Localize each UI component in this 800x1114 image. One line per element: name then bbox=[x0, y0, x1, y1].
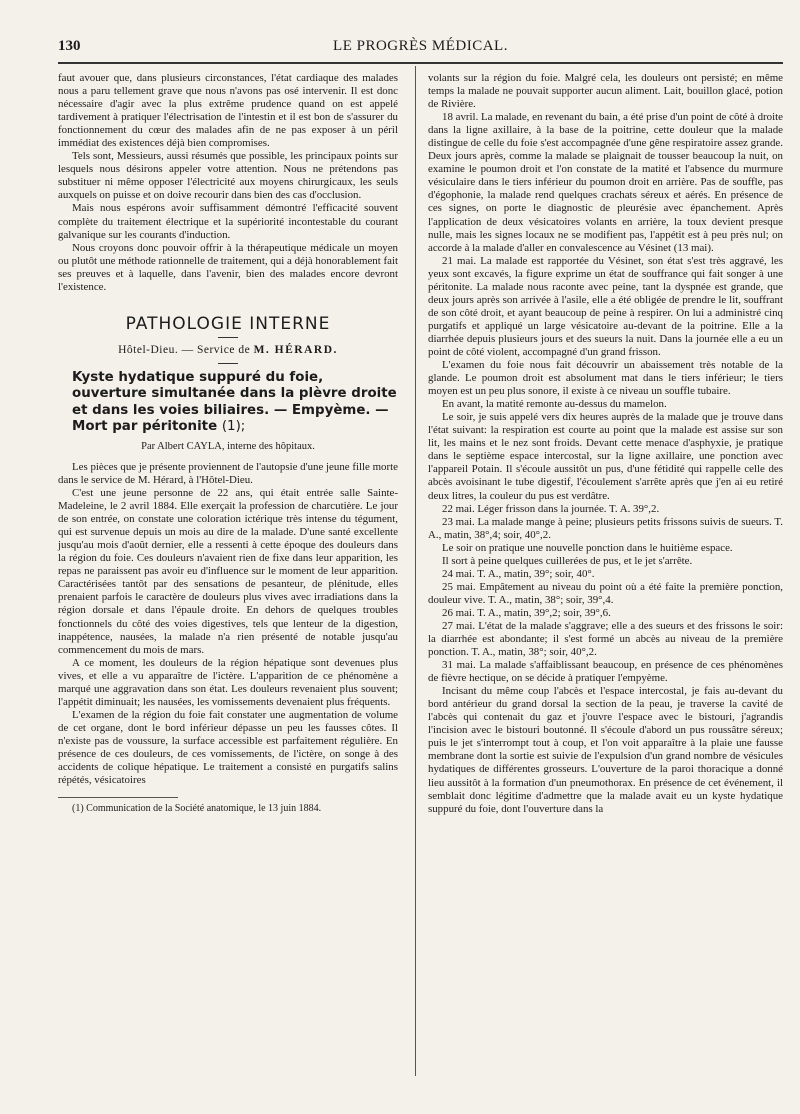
short-rule bbox=[218, 363, 238, 364]
paragraph: 27 mai. L'état de la malade s'aggrave; elle a des sueurs et des frissons le soir: la diarrhée est abondante; il s'est formé un abcès au niveau de la première ponction. T. A., matin, 38°; soir, 40°,2. bbox=[428, 619, 783, 659]
paragraph: L'examen de la région du foie fait constater une augmentation de volume de cet organe, dont le bord inférieur dépasse un peu les fausses côtes. Il n'existe pas de voussure, la surface accessible est parfaitement régulière. En présence de ces douleurs, de ces vomissements, de l'ictère, on songe à des accidents de colique hépatique. Le traitement a consisté en purgatifs salins répétés, vésicatoires bbox=[58, 708, 398, 787]
paragraph: Il sort à peine quelques cuillerées de pus, et le jet s'arrête. bbox=[442, 554, 693, 567]
footnote-ref: (1); bbox=[221, 419, 246, 435]
footnote: (1) Communication de la Société anatomique, le 13 juin 1884. bbox=[72, 803, 322, 815]
paragraph: 26 mai. T. A., matin, 39°,2; soir, 39°,6. bbox=[442, 606, 611, 619]
paragraph: 24 mai. T. A., matin, 39°; soir, 40°. bbox=[442, 567, 595, 580]
service-chief: M. HÉRARD. bbox=[253, 343, 338, 356]
paragraph: C'est une jeune personne de 22 ans, qui était entrée salle Sainte-Madeleine, le 2 avril 1884. Elle exerçait la profession de charcutière. Le jour de son entrée, on constate une coloration ictérique très intense du tégument, qui est survenue depuis un mois au dire de la malade. D'une santé excellente jusqu'au mois d'août dernier, elle a ressenti à cette époque des douleurs dans la région du foie. Ces douleurs n'avaient rien de fixe dans leur apparition, les repas ne paraissent pas avoir eu d'influence sur le moment de leur apparition. Caractérisées tantôt par des sensations de pesanteur, de plénitude, elles prenaient parfois le caractère de douleurs plus vives avec irradiations dans la région dorsale et dans l'épaule droite. En dehors de quelques troubles fonctionnels du côté des voies digestives, tels que lenteur de la digestion, inappétence, nausées, la malade n'a rien présenté de notable jusqu'au commencement du mois de mars. bbox=[58, 487, 398, 656]
short-rule bbox=[218, 337, 238, 338]
paragraph: L'examen du foie nous fait découvrir un abaissement très notable de la glande. Le poumon droit est absolument mat dans le tiers inférieur; le tiers moyen est un peu plus sonore, il existe à ce niveau un souffle tubaire. bbox=[428, 359, 783, 398]
paragraph: Le soir, je suis appelé vers dix heures auprès de la malade que je trouve dans l'état suivant: la respiration est courte au point que la malade est assise sur son lit, les mains et le nez sont froids. Devant cette menace d'asphyxie, je pratique dans le septième espace intercostal, sur la ligne axillaire, une ponction avec l'appareil Potain. Il s'écoule aussitôt un pus, d'une fétidité qui rappelle celle des abcès avoisinant le tube digestif, l'écoulement s'arrête après que j'en ai eu retiré deux litres, la couleur du pus est verdâtre. bbox=[428, 411, 783, 502]
article-title-text: Kyste hydatique suppuré du foie, ouverture simultanée dans la plèvre droite et dans les voies biliaires. — Empyème. — Mort par péritonite bbox=[72, 369, 397, 435]
footnote-rule bbox=[58, 797, 178, 798]
page-number: 130 bbox=[58, 38, 81, 54]
paragraph: 25 mai. Empâtement au niveau du point où a été faite la première ponction, douleur vive. T. A., matin, 38°; soir, 39°,4. bbox=[428, 580, 783, 606]
paragraph: Nous croyons donc pouvoir offrir à la thérapeutique médicale un moyen ou plutôt une méthode rationnelle de traitement, qui a déjà honorablement fait ses preuves et à laquelle, dans l'avenir, bien des malades encore devront l'existence. bbox=[58, 241, 398, 293]
paragraph: 22 mai. Léger frisson dans la journée. T. A. 39°,2. bbox=[442, 502, 660, 515]
journal-title: LE PROGRÈS MÉDICAL. bbox=[333, 38, 508, 54]
paragraph: Tels sont, Messieurs, aussi résumés que possible, les principaux points sur lesquels nous désirons appeler votre attention. Nous ne prétendons pas substituer ni même opposer l'électricité aux moyens chirurgicaux, les seuls auxquels on puisse et on doive recourir dans bien des cas d'occlusion. bbox=[58, 150, 398, 202]
paragraph: A ce moment, les douleurs de la région hépatique sont devenues plus vives, et elle a vu apparaître de l'ictère. L'apparition de ce phénomène a marqué une aggravation dans son état. Les douleurs revenaient plus souvent; l'appétit diminuait; les nausées, les vomissements devenaient plus fréquents. bbox=[58, 656, 398, 708]
byline: Par Albert CAYLA, interne des hôpitaux. bbox=[141, 440, 315, 452]
paragraph: En avant, la matité remonte au-dessus du mamelon. bbox=[442, 398, 667, 411]
paragraph: 21 mai. La malade est rapportée du Vésinet, son état s'est très aggravé, les yeux sont excavés, la figure exprime un état de souffrance qui fait songer à une péritonite. La malade nous raconte avec peine, tant la dyspnée est grande, que deux jours après son arrivée à l'asile, elle a été obligée de prendre le lit, souffrant de son côté droit, et ayant beaucoup de peine à respirer. On lui a administré cinq purgatifs et appliqué un large vésicatoire au-devant de la poitrine. Elle a la diarrhée depuis plusieurs jours et des sueurs la nuit. Dans la journée elle a eu un point de côté violent, accompagné d'un grand frisson. bbox=[428, 254, 783, 358]
paragraph: Mais nous espérons avoir suffisamment démontré l'efficacité souvent complète du traitement électrique et la supériorité incontestable du courant galvanique sur les courants d'induction. bbox=[58, 202, 398, 241]
paragraph: 31 mai. La malade s'affaiblissant beaucoup, en présence de ces phénomènes de fièvre hectique, on se décide à pratiquer l'empyème. bbox=[428, 659, 783, 685]
page-header bbox=[58, 36, 783, 64]
paragraph: Incisant du même coup l'abcès et l'espace intercostal, je fais au-devant du bord antérieur du grand dorsal la section de la peau, je traverse la cavité de l'abcès qui contenait du gaz et j'ouvre l'espace avec le bistouri, j'agrandis l'incision avec le bistouri boutonné. Il s'écoule d'abord un pus roussâtre séreux; puis le jet s'interrompt tout à coup, et l'on voit apparaître à la plaie une fausse membrane dont la sortie est suivie de l'expulsion d'un grand nombre de vésicules hydatiques de différentes grosseurs. L'ouverture de la paroi thoracique a donné lieu aussitôt à la formation d'un pneumothorax. En présence de cet événement, il semblait donc légitime d'admettre que la malade avait eu un kyste hydatique suppuré du foie, dont l'ouverture dans la bbox=[428, 685, 783, 815]
paragraph: Le soir on pratique une nouvelle ponction dans le huitième espace. bbox=[442, 541, 733, 554]
paragraph: 18 avril. La malade, en revenant du bain, a été prise d'un point de côté à droite dans la ligne axillaire, à la base de la poitrine, cette douleur que la malade distingue de celle du foie s'est accompagnée d'une gêne respiratoire assez grande. Deux jours après, comme la malade se plaignait de tousser beaucoup la nuit, on examine le poumon droit et l'on constate de la matité et l'absence du murmure vésiculaire dans le tiers inférieur du poumon droit en arrière. Pas de souffle, pas d'égophonie, la malade rend quelques crachats séreux et aérés. En présence de ces signes, on porte le diagnostic de pleurésie avec épanchement. Après l'application de deux vésicatoires volants en arrière, la toux devient presque nulle, mais les signes locaux ne se modifient pas, l'appétit est à peu près nul; on accorde à la malade d'aller en convalescence au Vésinet (13 mai). bbox=[428, 111, 783, 254]
right-column bbox=[428, 72, 783, 816]
article-title bbox=[58, 370, 398, 436]
column-divider bbox=[415, 66, 416, 1076]
paragraph: faut avouer que, dans plusieurs circonstances, l'état cardiaque des malades nous a paru tellement grave que nous n'avons pas osé intervenir. Il est donc nécessaire d'agir avec la plus extrême prudence quand on est appelé tardivement à pratiquer l'électrisation de l'intestin et il est bon de s'assurer du fonctionnement du cœur des malades afin de ne pas exposer à un péril immédiat des existences déjà bien compromises. bbox=[58, 72, 398, 150]
service-prefix: Hôtel-Dieu. — Service de bbox=[118, 343, 251, 356]
paragraph: 23 mai. La malade mange à peine; plusieurs petits frissons suivis de sueurs. T. A., matin, 38°,4; soir, 40°,2. bbox=[428, 515, 783, 541]
section-title: PATHOLOGIE INTERNE bbox=[125, 313, 331, 334]
paragraph: volants sur la région du foie. Malgré cela, les douleurs ont persisté; en même temps la malade ne pouvait supporter aucun aliment. Lait, bouillon glacé, potion de Rivière. bbox=[428, 72, 783, 111]
service-line bbox=[58, 344, 398, 357]
paragraph: Les pièces que je présente proviennent de l'autopsie d'une jeune fille morte dans le service de M. Hérard, à l'Hôtel-Dieu. bbox=[58, 460, 398, 486]
left-column bbox=[58, 72, 398, 815]
